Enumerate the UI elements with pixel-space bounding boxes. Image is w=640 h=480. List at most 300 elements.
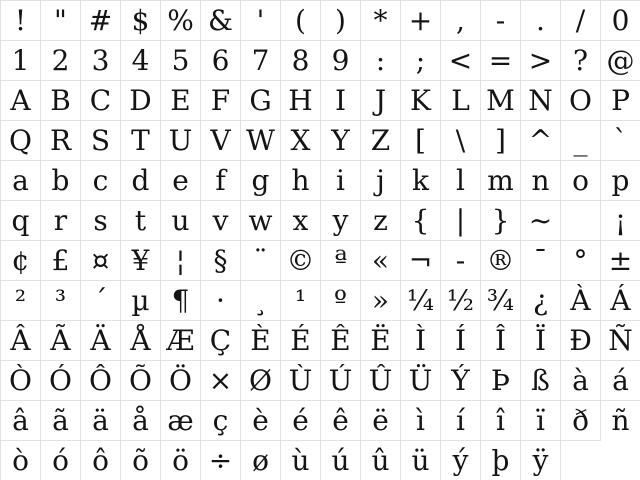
glyph: B [50, 83, 71, 117]
glyph-cell[interactable] [81, 241, 121, 281]
glyph-cell[interactable] [601, 361, 640, 401]
glyph: d [131, 163, 150, 197]
glyph: ü [411, 443, 430, 477]
glyph-cell[interactable] [161, 441, 201, 480]
glyph-cell[interactable] [241, 81, 281, 121]
glyph-cell[interactable] [121, 161, 161, 201]
glyph-cell[interactable] [601, 321, 640, 361]
glyph-cell[interactable] [361, 161, 401, 201]
glyph: ¼ [406, 283, 435, 317]
glyph-cell[interactable] [441, 281, 481, 321]
glyph-cell[interactable] [121, 361, 161, 401]
glyph-cell[interactable] [481, 281, 521, 321]
glyph-cell[interactable] [201, 41, 241, 81]
glyph-cell[interactable] [561, 281, 601, 321]
glyph-cell[interactable] [161, 81, 201, 121]
glyph: ý [452, 443, 469, 477]
glyph: ê [332, 403, 349, 437]
glyph: ± [608, 243, 633, 277]
glyph: 0 [611, 3, 630, 37]
glyph-cell[interactable] [481, 321, 521, 361]
empty-cell[interactable] [561, 201, 601, 241]
glyph-cell[interactable] [41, 1, 81, 41]
glyph-cell[interactable] [361, 321, 401, 361]
glyph-cell[interactable] [281, 281, 321, 321]
glyph-cell[interactable] [561, 361, 601, 401]
glyph-cell[interactable] [161, 401, 201, 441]
glyph: ¡ [614, 203, 627, 237]
glyph-cell[interactable] [121, 441, 161, 480]
glyph-cell[interactable] [81, 41, 121, 81]
glyph: o [572, 163, 589, 197]
glyph-cell[interactable] [601, 161, 640, 201]
glyph-cell[interactable] [41, 441, 81, 480]
glyph: Õ [129, 363, 152, 397]
glyph-cell[interactable] [161, 241, 201, 281]
glyph-cell[interactable] [81, 201, 121, 241]
glyph: w [248, 203, 273, 237]
glyph: ¤ [91, 243, 110, 277]
glyph-cell[interactable] [481, 401, 521, 441]
glyph-cell[interactable] [41, 41, 81, 81]
glyph-cell[interactable] [241, 41, 281, 81]
glyph-cell[interactable] [561, 161, 601, 201]
glyph-cell[interactable] [441, 321, 481, 361]
glyph-cell[interactable] [121, 241, 161, 281]
glyph: Ù [288, 363, 313, 397]
glyph: ) [335, 3, 346, 37]
glyph: s [93, 203, 108, 237]
glyph: Ò [9, 363, 32, 397]
glyph-cell[interactable] [41, 161, 81, 201]
glyph: ½ [446, 283, 475, 317]
glyph-cell[interactable] [121, 81, 161, 121]
glyph: ò [12, 443, 29, 477]
glyph-cell[interactable] [121, 321, 161, 361]
glyph-cell[interactable] [481, 81, 521, 121]
glyph: ® [486, 243, 515, 277]
glyph-cell[interactable] [401, 241, 441, 281]
glyph: æ [167, 403, 194, 437]
glyph: t [134, 203, 147, 237]
glyph-cell[interactable] [41, 361, 81, 401]
glyph: ¬ [408, 243, 433, 277]
glyph-cell[interactable] [521, 201, 561, 241]
glyph-cell[interactable] [1, 1, 41, 41]
glyph: r [53, 203, 68, 237]
glyph-cell[interactable] [321, 321, 361, 361]
glyph-cell[interactable] [281, 121, 321, 161]
glyph-cell[interactable] [1, 161, 41, 201]
glyph: Ó [49, 363, 72, 397]
glyph-cell[interactable] [241, 441, 281, 480]
glyph-cell[interactable] [121, 121, 161, 161]
glyph-cell[interactable] [321, 441, 361, 480]
glyph-cell[interactable] [241, 401, 281, 441]
glyph-cell[interactable] [281, 161, 321, 201]
glyph-cell[interactable] [81, 81, 121, 121]
glyph: ` [613, 123, 628, 157]
glyph: ¾ [486, 283, 515, 317]
glyph-cell[interactable] [361, 281, 401, 321]
glyph: @ [606, 43, 635, 77]
glyph-cell[interactable] [441, 1, 481, 41]
glyph-cell[interactable] [81, 161, 121, 201]
glyph-cell[interactable] [361, 1, 401, 41]
glyph: Ý [451, 363, 470, 397]
glyph-cell[interactable] [321, 201, 361, 241]
glyph-cell[interactable] [241, 321, 281, 361]
glyph-cell[interactable] [321, 121, 361, 161]
glyph-cell[interactable] [401, 1, 441, 41]
glyph-cell[interactable] [401, 41, 441, 81]
glyph-cell[interactable] [521, 121, 561, 161]
glyph-cell[interactable] [601, 1, 640, 41]
glyph: å [132, 403, 149, 437]
glyph: " [54, 3, 67, 37]
glyph-cell[interactable] [41, 241, 81, 281]
glyph-cell[interactable] [281, 441, 321, 480]
glyph-cell[interactable] [321, 361, 361, 401]
glyph-cell[interactable] [361, 81, 401, 121]
glyph: j [376, 163, 385, 197]
glyph-cell[interactable] [401, 321, 441, 361]
glyph: Ð [569, 323, 592, 357]
glyph: £ [51, 243, 70, 277]
glyph-cell[interactable] [401, 401, 441, 441]
glyph: ] [495, 123, 506, 157]
glyph-cell[interactable] [361, 121, 401, 161]
glyph: : [375, 43, 386, 77]
glyph: ª [333, 243, 348, 277]
glyph-cell[interactable] [481, 121, 521, 161]
glyph-cell[interactable] [601, 81, 640, 121]
glyph: / [575, 3, 586, 37]
glyph: u [171, 203, 190, 237]
glyph-cell[interactable] [401, 81, 441, 121]
glyph: L [451, 83, 470, 117]
glyph: M [486, 83, 515, 117]
glyph-cell[interactable] [41, 281, 81, 321]
glyph-cell[interactable] [81, 1, 121, 41]
glyph-cell[interactable] [521, 281, 561, 321]
glyph-cell[interactable] [601, 41, 640, 81]
glyph-cell[interactable] [521, 81, 561, 121]
glyph: q [11, 203, 30, 237]
glyph-cell[interactable] [321, 41, 361, 81]
glyph-cell[interactable] [81, 361, 121, 401]
glyph-cell[interactable] [401, 441, 441, 480]
glyph-cell[interactable] [441, 441, 481, 480]
glyph: À [570, 283, 591, 317]
glyph-cell[interactable] [321, 81, 361, 121]
glyph-cell[interactable] [41, 401, 81, 441]
glyph: þ [491, 443, 510, 477]
glyph-cell[interactable] [481, 241, 521, 281]
glyph-cell[interactable] [481, 441, 521, 480]
glyph-cell[interactable] [521, 161, 561, 201]
glyph: v [212, 203, 229, 237]
glyph: W [246, 123, 275, 157]
glyph-cell[interactable] [441, 121, 481, 161]
glyph: Ä [90, 323, 111, 357]
glyph: ! [14, 3, 27, 37]
glyph: ï [536, 403, 545, 437]
glyph-cell[interactable] [321, 241, 361, 281]
glyph: Í [454, 323, 467, 357]
glyph-cell[interactable] [41, 201, 81, 241]
glyph-cell[interactable] [321, 161, 361, 201]
glyph-cell[interactable] [1, 121, 41, 161]
glyph-cell[interactable] [241, 281, 281, 321]
glyph-cell[interactable] [1, 241, 41, 281]
glyph-cell[interactable] [81, 441, 121, 480]
glyph: µ [131, 283, 150, 317]
glyph: Ï [534, 323, 547, 357]
glyph: f [215, 163, 226, 197]
glyph-cell[interactable] [401, 161, 441, 201]
glyph-cell[interactable] [201, 241, 241, 281]
glyph-cell[interactable] [201, 441, 241, 480]
glyph-cell[interactable] [361, 41, 401, 81]
glyph-cell[interactable] [321, 401, 361, 441]
glyph: - [495, 3, 506, 37]
glyph-cell[interactable] [521, 1, 561, 41]
glyph-cell[interactable] [481, 1, 521, 41]
glyph-cell[interactable] [521, 321, 561, 361]
glyph-cell[interactable] [441, 41, 481, 81]
glyph-cell[interactable] [201, 361, 241, 401]
glyph-cell[interactable] [161, 201, 201, 241]
glyph-cell[interactable] [561, 81, 601, 121]
glyph-cell[interactable] [561, 241, 601, 281]
glyph-cell[interactable] [81, 121, 121, 161]
glyph-cell[interactable] [121, 41, 161, 81]
glyph-cell[interactable] [521, 41, 561, 81]
glyph-cell[interactable] [41, 81, 81, 121]
glyph-cell[interactable] [121, 201, 161, 241]
glyph: 4 [131, 43, 150, 77]
glyph: º [333, 283, 348, 317]
glyph: R [49, 123, 72, 157]
glyph: - [455, 243, 466, 277]
glyph-cell[interactable] [161, 121, 201, 161]
glyph-cell[interactable] [81, 321, 121, 361]
glyph: ù [291, 443, 310, 477]
glyph-cell[interactable] [321, 281, 361, 321]
glyph: } [491, 203, 510, 237]
glyph: 7 [251, 43, 270, 77]
glyph-cell[interactable] [121, 1, 161, 41]
glyph-cell[interactable] [1, 81, 41, 121]
glyph-cell[interactable] [161, 361, 201, 401]
glyph-cell[interactable] [481, 201, 521, 241]
glyph-cell[interactable] [241, 161, 281, 201]
glyph-cell[interactable] [561, 1, 601, 41]
glyph-cell[interactable] [481, 41, 521, 81]
empty-cell [561, 441, 601, 480]
glyph-cell[interactable] [81, 281, 121, 321]
glyph: ¯ [533, 243, 548, 277]
glyph-cell[interactable] [401, 281, 441, 321]
glyph-cell[interactable] [41, 321, 81, 361]
glyph-cell[interactable] [201, 401, 241, 441]
glyph-cell[interactable] [481, 361, 521, 401]
glyph-cell[interactable] [81, 401, 121, 441]
glyph-cell[interactable] [441, 201, 481, 241]
glyph-cell[interactable] [601, 201, 640, 241]
glyph: N [528, 83, 553, 117]
glyph-cell[interactable] [361, 201, 401, 241]
glyph-cell[interactable] [361, 401, 401, 441]
glyph-cell[interactable] [561, 401, 601, 441]
glyph: p [611, 163, 630, 197]
glyph: ¢ [11, 243, 30, 277]
glyph-cell[interactable] [1, 441, 41, 480]
glyph-cell[interactable] [1, 201, 41, 241]
glyph-cell[interactable] [561, 41, 601, 81]
glyph-cell[interactable] [601, 121, 640, 161]
glyph-cell[interactable] [41, 121, 81, 161]
glyph-cell[interactable] [1, 41, 41, 81]
glyph: % [167, 3, 194, 37]
glyph: U [168, 123, 193, 157]
glyph-cell[interactable] [1, 281, 41, 321]
glyph-cell[interactable] [161, 41, 201, 81]
glyph: ñ [611, 404, 630, 437]
glyph: ß [531, 363, 550, 397]
glyph-cell[interactable] [441, 161, 481, 201]
glyph-cell[interactable] [241, 201, 281, 241]
glyph: * [373, 3, 388, 37]
glyph-cell[interactable] [1, 361, 41, 401]
glyph: z [373, 203, 388, 237]
glyph: H [288, 83, 313, 117]
glyph-cell[interactable] [281, 201, 321, 241]
glyph-cell[interactable] [561, 121, 601, 161]
glyph: Á [610, 283, 631, 317]
glyph: h [291, 163, 310, 197]
glyph: > [528, 43, 553, 77]
glyph: ^ [528, 123, 553, 157]
glyph: G [249, 83, 272, 117]
glyph: n [531, 163, 550, 197]
glyph: û [371, 443, 390, 477]
glyph-cell[interactable] [441, 401, 481, 441]
glyph: Ü [408, 363, 433, 397]
glyph-cell[interactable] [521, 361, 561, 401]
glyph: Ø [249, 363, 272, 397]
glyph: ~ [528, 203, 553, 237]
glyph-cell[interactable] [121, 401, 161, 441]
glyph: i [336, 163, 345, 197]
glyph: ¸ [253, 283, 268, 317]
glyph-cell[interactable] [241, 241, 281, 281]
glyph-cell[interactable] [281, 81, 321, 121]
glyph: ´ [93, 283, 108, 317]
glyph: ÷ [208, 443, 233, 477]
glyph: õ [132, 443, 149, 477]
glyph-cell[interactable] [601, 281, 640, 321]
glyph-cell[interactable] [201, 321, 241, 361]
glyph: l [456, 163, 465, 197]
glyph-cell[interactable] [521, 401, 561, 441]
glyph-cell[interactable] [321, 1, 361, 41]
glyph: á [612, 363, 629, 397]
glyph: Y [331, 123, 350, 157]
glyph: ö [172, 443, 189, 477]
glyph-cell[interactable] [521, 241, 561, 281]
glyph: × [208, 363, 233, 397]
glyph-cell[interactable] [401, 361, 441, 401]
glyph: S [90, 123, 111, 157]
glyph-cell[interactable] [361, 361, 401, 401]
glyph-cell[interactable] [441, 241, 481, 281]
glyph-cell[interactable] [441, 81, 481, 121]
glyph-cell[interactable] [161, 281, 201, 321]
glyph-cell[interactable] [241, 1, 281, 41]
glyph-cell[interactable] [521, 441, 561, 480]
glyph: = [488, 43, 513, 77]
glyph-cell[interactable] [281, 321, 321, 361]
glyph-cell[interactable] [1, 321, 41, 361]
glyph-cell[interactable] [601, 401, 640, 441]
glyph: k [412, 163, 429, 197]
glyph-cell[interactable] [441, 361, 481, 401]
glyph-cell[interactable] [281, 1, 321, 41]
glyph: Ì [414, 323, 427, 357]
glyph: Ë [370, 323, 391, 357]
glyph-cell[interactable] [1, 401, 41, 441]
glyph: J [374, 83, 387, 117]
glyph-cell[interactable] [201, 121, 241, 161]
glyph: É [290, 323, 311, 357]
glyph: ; [415, 43, 426, 77]
glyph: ¶ [171, 283, 190, 317]
glyph-cell[interactable] [481, 161, 521, 201]
glyph: + [408, 3, 433, 37]
glyph-cell[interactable] [281, 41, 321, 81]
glyph-cell[interactable] [241, 361, 281, 401]
glyph-cell[interactable] [121, 281, 161, 321]
glyph-cell[interactable] [201, 81, 241, 121]
glyph: O [569, 83, 592, 117]
glyph-cell[interactable] [361, 441, 401, 480]
glyph-cell[interactable] [561, 321, 601, 361]
glyph-cell[interactable] [201, 201, 241, 241]
glyph-cell[interactable] [161, 1, 201, 41]
glyph-cell[interactable] [201, 1, 241, 41]
glyph-cell[interactable] [361, 241, 401, 281]
glyph-cell[interactable] [201, 161, 241, 201]
glyph: â [12, 403, 29, 437]
glyph-cell[interactable] [281, 401, 321, 441]
glyph-cell[interactable] [161, 321, 201, 361]
glyph-cell[interactable] [241, 121, 281, 161]
glyph: é [292, 403, 309, 437]
glyph: ì [416, 403, 425, 437]
glyph: [ [415, 123, 426, 157]
empty-cell [601, 441, 640, 480]
glyph-cell[interactable] [401, 121, 441, 161]
glyph-cell[interactable] [401, 201, 441, 241]
glyph-cell[interactable] [201, 281, 241, 321]
glyph-cell[interactable] [281, 361, 321, 401]
glyph-cell[interactable] [281, 241, 321, 281]
glyph: { [411, 203, 430, 237]
glyph-cell[interactable] [161, 161, 201, 201]
glyph-cell[interactable] [601, 241, 640, 281]
